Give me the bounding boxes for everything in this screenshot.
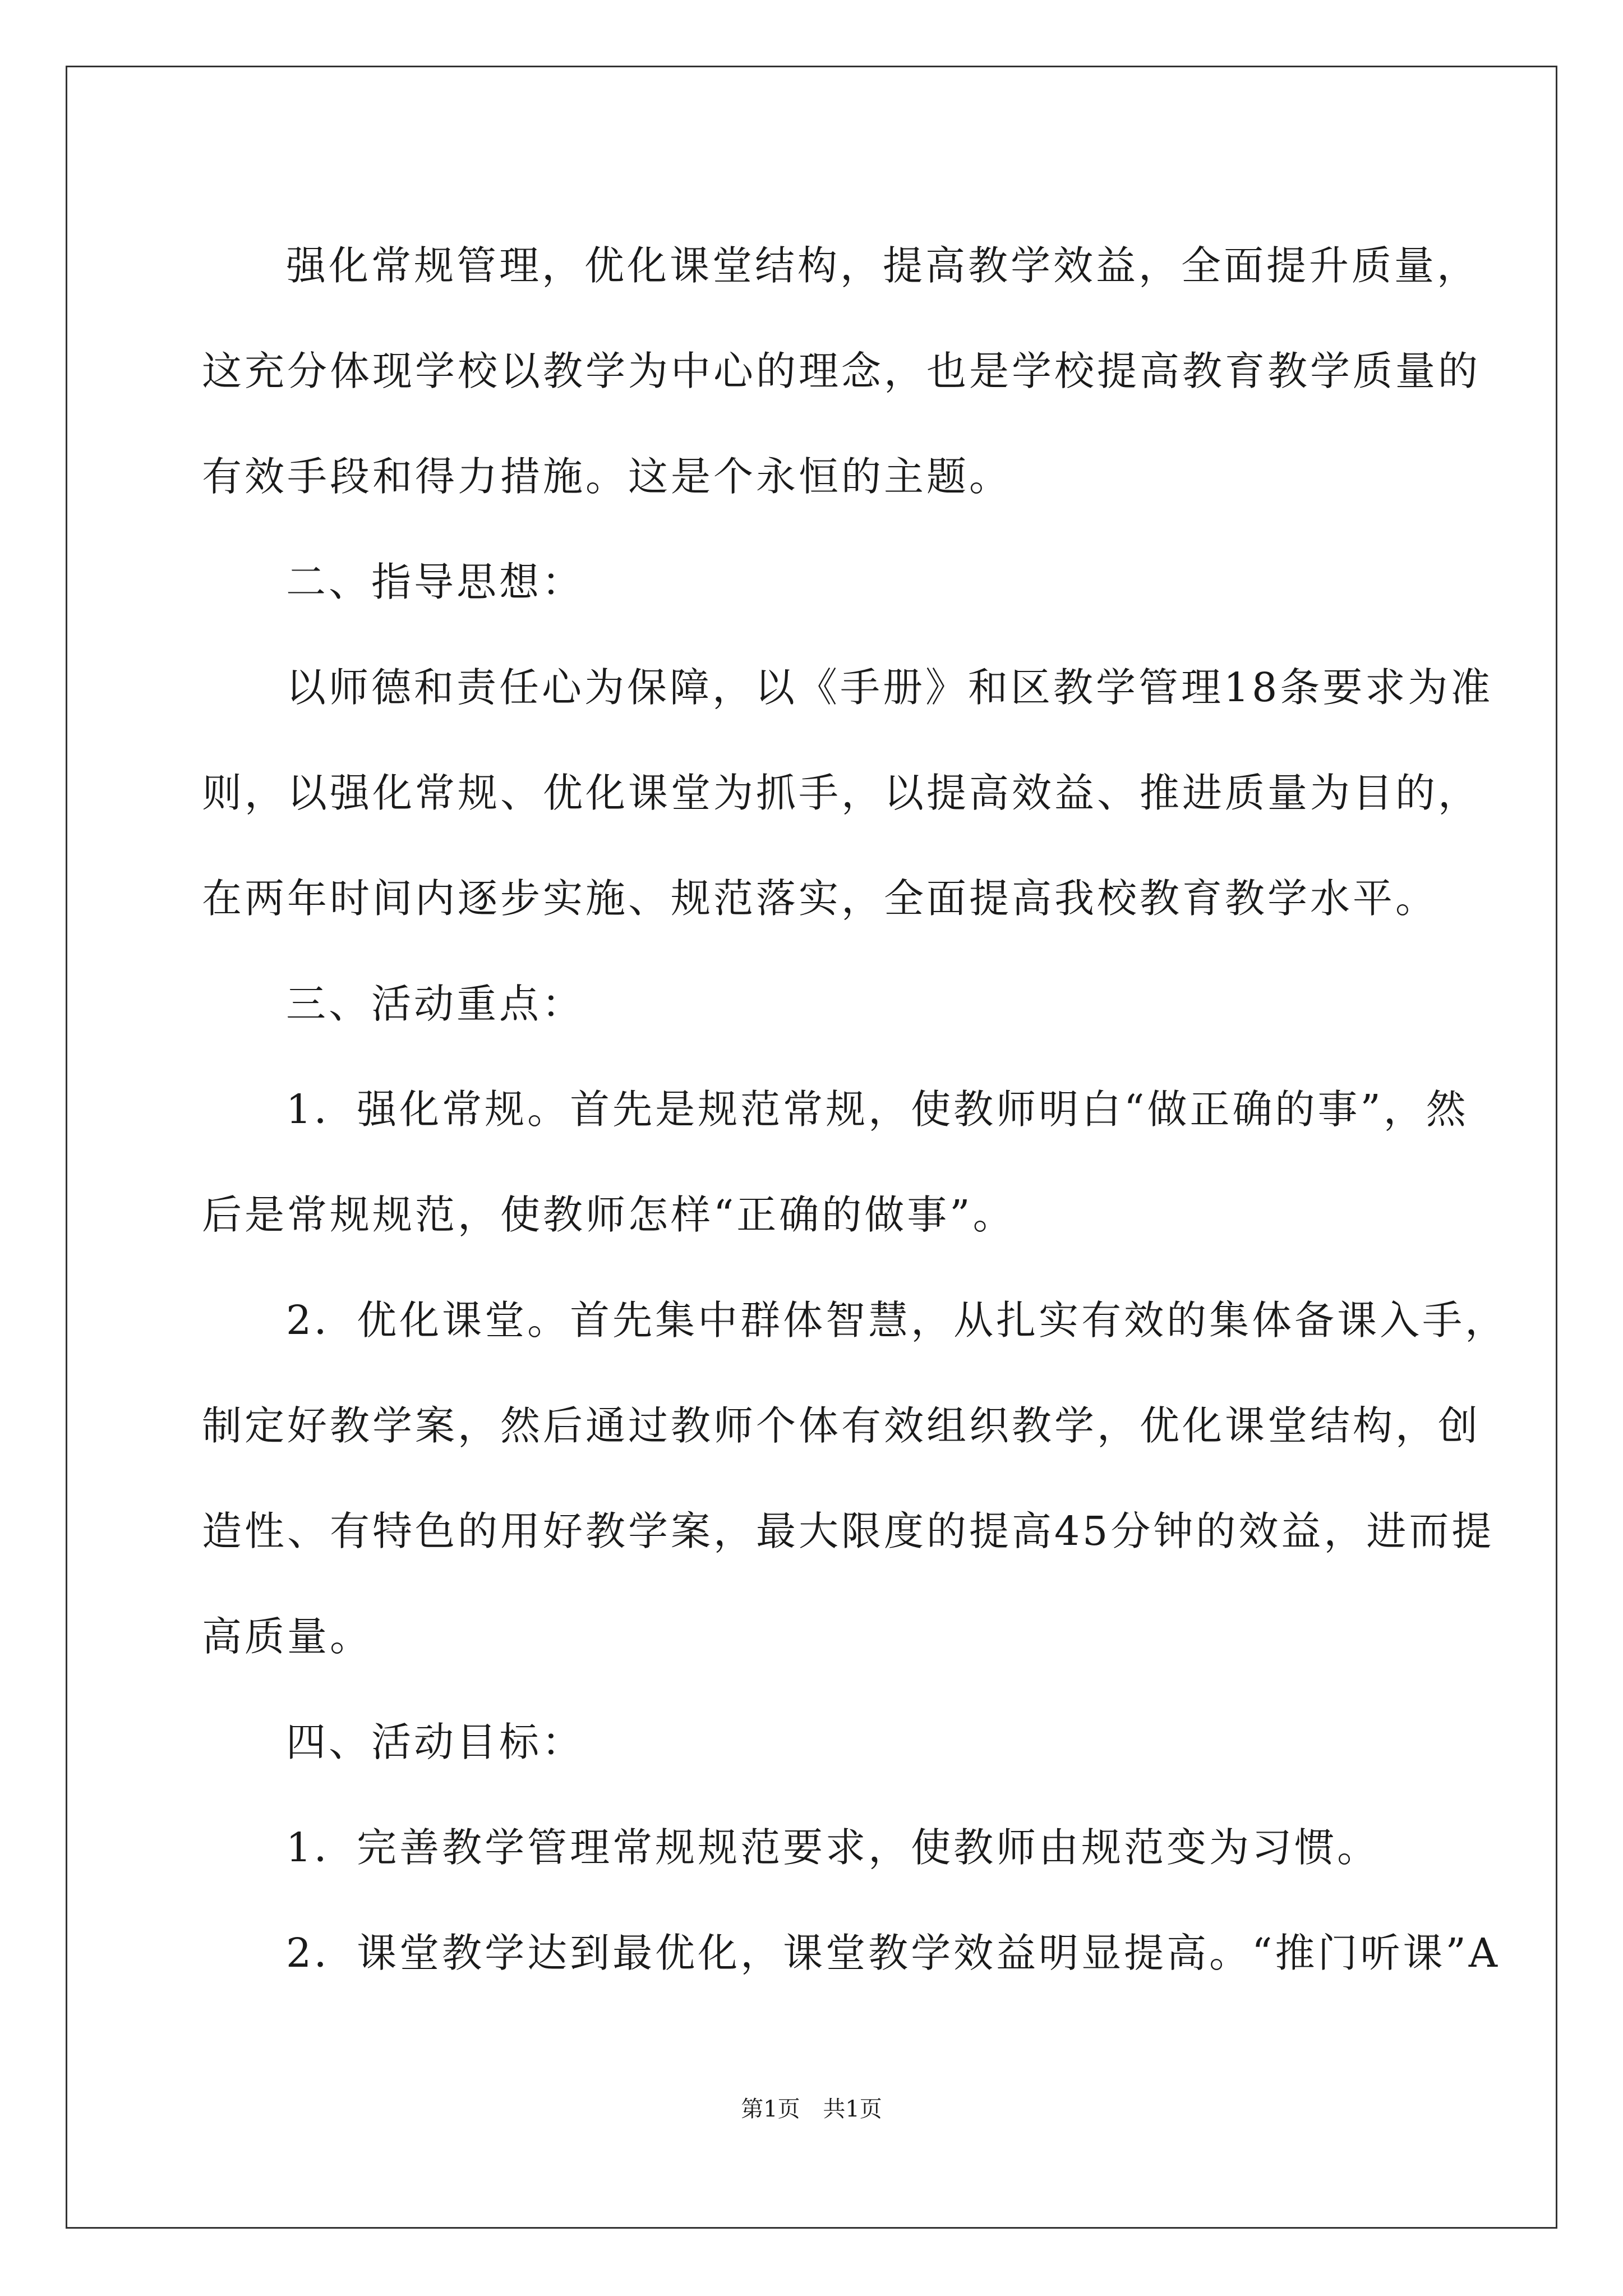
section-heading: 二、指导思想： bbox=[286, 559, 585, 605]
text-line: 1．强化常规。首先是规范常规，使教师明白“做正确的事”，然 bbox=[286, 1086, 1469, 1133]
text-line: 制定好教学案，然后通过教师个体有效组织教学，优化课堂结构，创 bbox=[202, 1402, 1481, 1449]
document-body bbox=[202, 213, 1508, 2006]
text-line: 后是常规规范，使教师怎样“正确的做事”。 bbox=[202, 1191, 1016, 1238]
section-heading: 三、活动重点： bbox=[286, 981, 585, 1027]
text-line: 造性、有特色的用好教学案，最大限度的提高45分钟的效益，进而提 bbox=[202, 1508, 1495, 1554]
section-heading: 四、活动目标： bbox=[286, 1719, 585, 1765]
text-line: 则，以强化常规、优化课堂为抓手，以提高效益、推进质量为目的， bbox=[202, 770, 1481, 816]
text-line: 有效手段和得力措施。这是个永恒的主题。 bbox=[202, 453, 1012, 500]
text-line: 这充分体现学校以教学为中心的理念，也是学校提高教育教学质量的 bbox=[202, 348, 1481, 394]
text-line: 在两年时间内逐步实施、规范落实，全面提高我校教育教学水平。 bbox=[202, 875, 1438, 922]
text-line: 高质量。 bbox=[202, 1613, 373, 1660]
text-line: 以师德和责任心为保障，以《手册》和区教学管理18条要求为准 bbox=[286, 664, 1493, 711]
text-line: 2．优化课堂。首先集中群体智慧，从扎实有效的集体备课入手， bbox=[286, 1297, 1508, 1343]
page-number: 第1页 bbox=[741, 2096, 800, 2122]
page-footer bbox=[0, 2091, 1623, 2123]
text-line: 2．课堂教学达到最优化，课堂教学效益明显提高。“推门听课”A bbox=[286, 1930, 1501, 1976]
text-line: 1．完善教学管理常规规范要求，使教师由规范变为习惯。 bbox=[286, 1824, 1380, 1871]
text-line: 强化常规管理，优化课堂结构，提高教学效益，全面提升质量， bbox=[286, 242, 1480, 289]
page-total: 共1页 bbox=[823, 2096, 882, 2122]
